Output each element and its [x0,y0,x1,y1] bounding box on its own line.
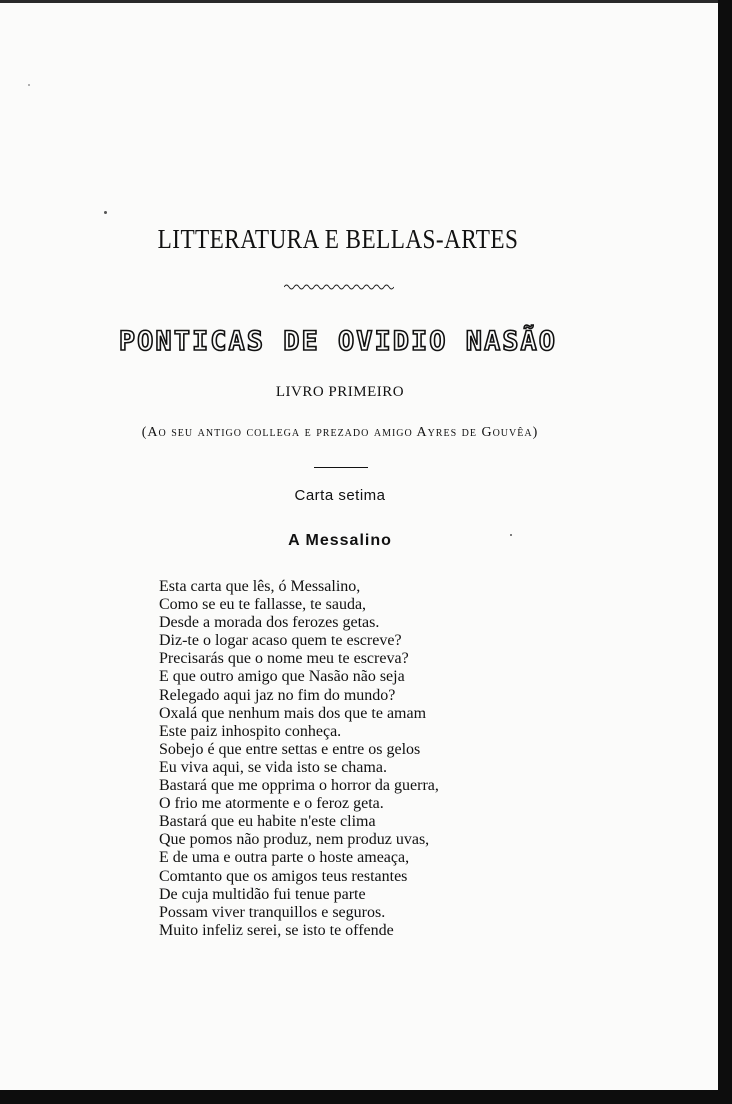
poem-line: Oxalá que nenhum mais dos que te amam [159,704,427,722]
addressee-heading: A Messalino [288,532,392,549]
poem-line: Eu viva aqui, se vida isto se chama. [159,758,387,776]
letter-heading: Carta setima [294,487,386,504]
poem-line: Precisarás que o nome meu te escreva? [159,650,409,668]
scan-speck [28,84,30,86]
section-title: LITTERATURA E BELLAS-ARTES [157,224,519,254]
poem-line: Como se eu te fallasse, te sauda, [159,596,367,614]
poem-line: Diz-te o logar acaso quem te escreve? [159,632,402,650]
scan-speck [104,211,107,214]
scan-border-top [0,0,732,3]
poem-line: Bastará que eu habite n'este clima [159,813,376,831]
poem-line: Relegado aqui jaz no fim do mundo? [159,686,396,704]
poem-line: De cuja multidão fui tenue parte [159,885,366,903]
work-title: PONTICAS DE OVIDIO NASÃO [118,326,558,357]
divider-rule [314,467,368,468]
ornament-divider [284,283,394,291]
poem-line: Possam viver tranquillos e seguros. [159,903,386,921]
poem-line: E de uma e outra parte o hoste ameaça, [159,849,410,867]
poem-body [159,578,679,940]
scan-border-bottom [0,1090,732,1104]
scan-border-right [718,0,732,1104]
dedication: (Ao seu antigo collega e prezado amigo Ayres de Gouvêa) [141,425,539,440]
poem-line: Sobejo é que entre settas e entre os gelos [159,740,421,758]
book-heading: LIVRO PRIMEIRO [275,384,405,400]
poem-line: Esta carta que lês, ó Messalino, [159,578,361,595]
poem-line: E que outro amigo que Nasão não seja [159,668,405,686]
poem-line: Muito infeliz serei, se isto te offende [159,921,394,939]
poem-line: Comtanto que os amigos teus restantes [159,867,408,885]
poem-line: Este paiz inhospito conheça. [159,722,342,740]
poem-line: Que pomos não produz, nem produz uvas, [159,831,430,849]
poem-line: O frio me atormente e o feroz geta. [159,795,384,813]
poem-line: Desde a morada dos ferozes getas. [159,614,380,632]
poem-line: Bastará que me opprima o horror da guerra, [159,777,439,795]
